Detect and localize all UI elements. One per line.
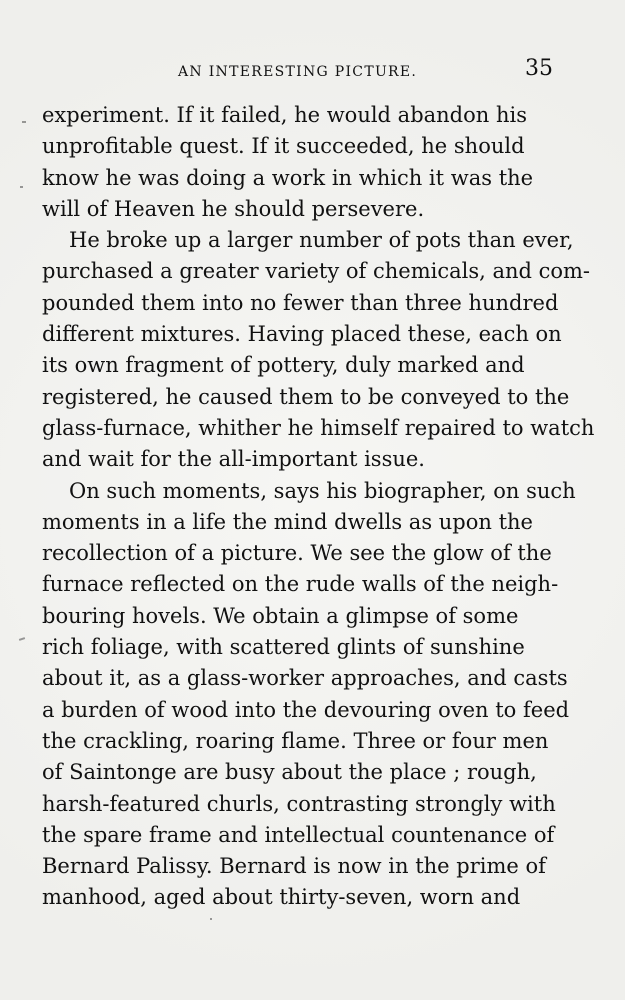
text-line: different mixtures. Having placed these, each on <box>42 322 562 347</box>
text-line: will of Heaven he should persevere. <box>42 196 425 221</box>
text-line: know he was doing a work in which it was the <box>42 165 534 190</box>
text-line: about it, as a glass-worker approaches, and casts <box>42 666 568 691</box>
text-line: glass-furnace, whither he himself repaired to watch <box>42 415 595 440</box>
paper-speck <box>20 186 23 188</box>
text-line: and wait for the all-important issue. <box>42 447 425 472</box>
text-line: purchased a greater variety of chemicals, and com- <box>42 259 591 284</box>
text-line: harsh-featured churls, contrasting strongly with <box>42 791 556 816</box>
page-header <box>42 58 553 86</box>
text-line: experiment. If it failed, he would abandon his <box>42 103 527 127</box>
text-line: Bernard Palissy. Bernard is now in the prime of <box>42 854 546 879</box>
paragraph-start-line: He broke up a larger number of pots than ever, <box>69 228 574 253</box>
paper-speck <box>19 637 25 641</box>
text-line: manhood, aged about thirty-seven, worn and <box>42 885 521 910</box>
text-line: bouring hovels. We obtain a glimpse of some <box>42 603 519 628</box>
text-line: the crackling, roaring flame. Three or four men <box>42 728 549 753</box>
paragraph-start-line: On such moments, says his biographer, on such <box>69 478 576 503</box>
text-line: moments in a life the mind dwells as upon the <box>42 509 533 534</box>
text-line: furnace reflected on the rude walls of the neigh- <box>42 572 559 597</box>
body-text <box>42 100 595 914</box>
text-line: of Saintonge are busy about the place ; rough, <box>42 760 537 785</box>
text-line: a burden of wood into the devouring oven to feed <box>42 697 570 722</box>
text-line: the spare frame and intellectual countenance of <box>42 822 555 847</box>
text-line: registered, he caused them to be conveyed to the <box>42 384 570 409</box>
text-line: recollection of a picture. We see the glow of the <box>42 541 552 566</box>
text-line: unprofitable quest. If it succeeded, he should <box>42 134 525 159</box>
text-line: pounded them into no fewer than three hundred <box>42 290 559 315</box>
running-title: AN INTERESTING PICTURE. <box>178 64 418 80</box>
paper-speck <box>210 918 212 920</box>
page-number: 35 <box>525 56 553 81</box>
text-line: its own fragment of pottery, duly marked and <box>42 353 525 378</box>
text-line: rich foliage, with scattered glints of sunshine <box>42 635 525 660</box>
paper-speck <box>22 121 26 123</box>
